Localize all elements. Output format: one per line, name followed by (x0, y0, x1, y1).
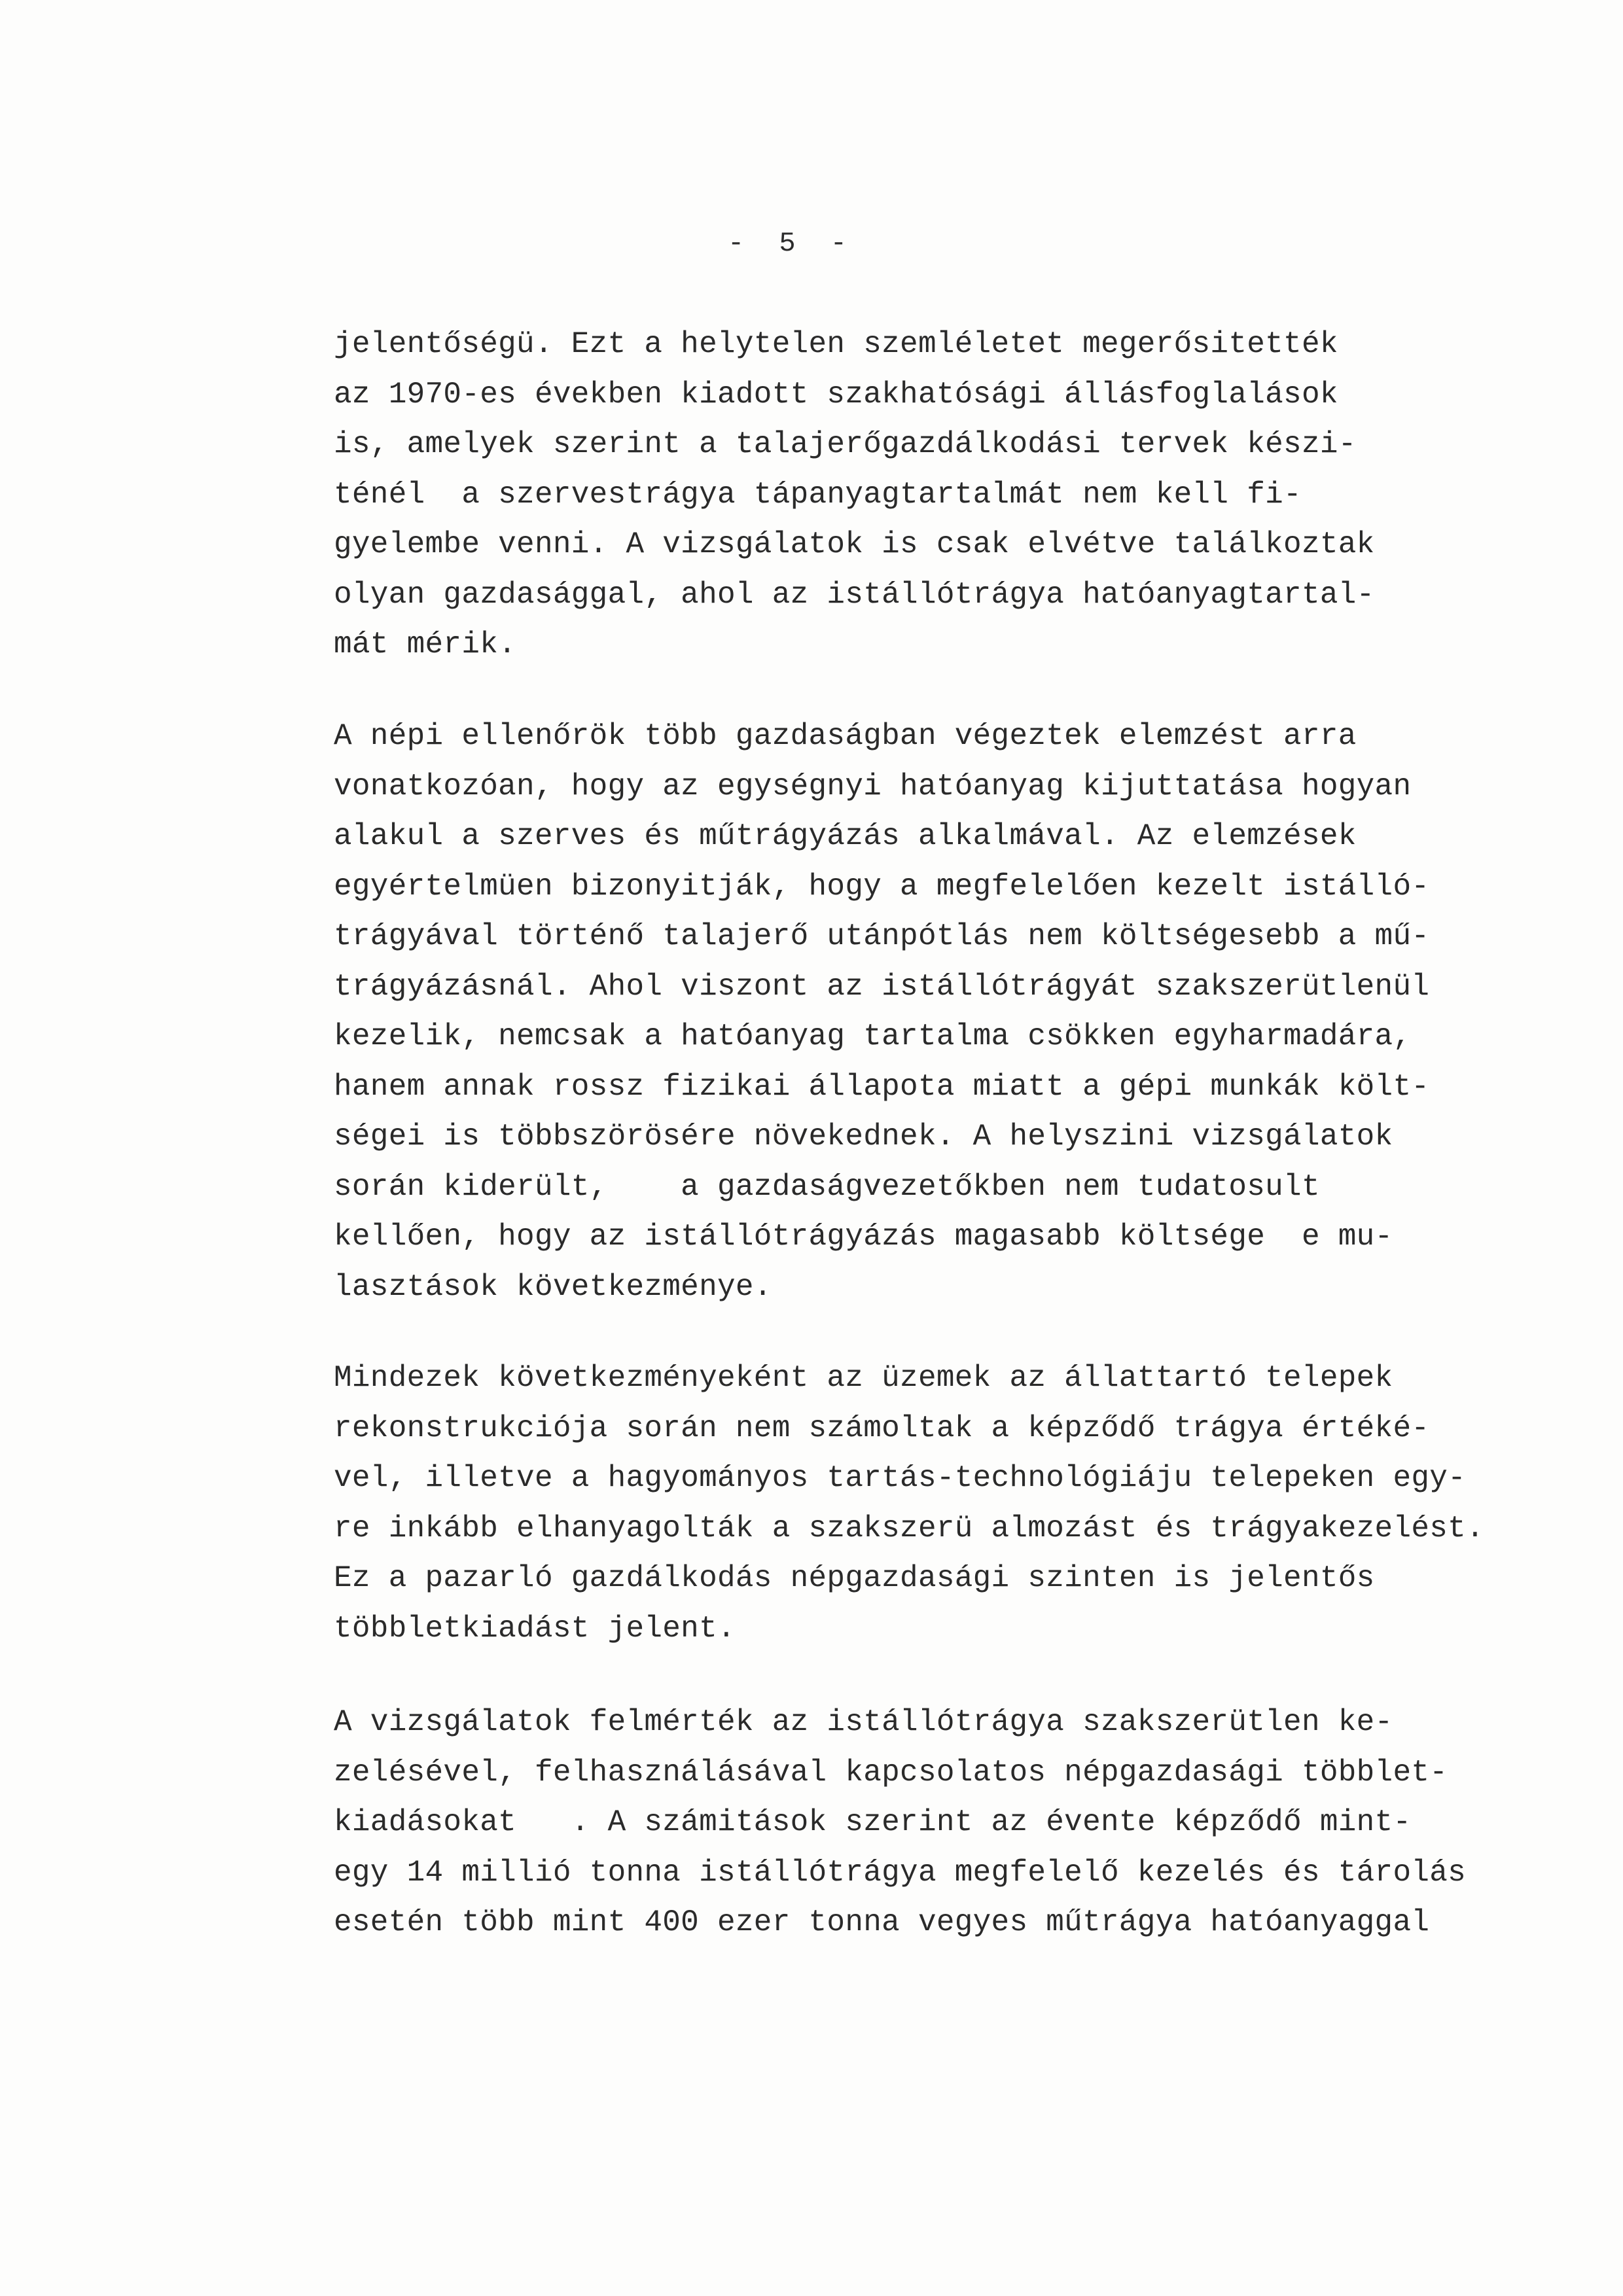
text-line: többletkiadást jelent. (334, 1611, 736, 1646)
text-line: gyelembe venni. A vizsgálatok is csak elvétve találkoztak (334, 527, 1375, 561)
text-line: zelésével, felhasználásával kapcsolatos népgazdasági többlet- (334, 1755, 1448, 1790)
text-line: trágyával történő talajerő utánpótlás nem költségesebb a mű- (334, 919, 1430, 953)
text-line: Mindezek következményeként az üzemek az állattartó telepek (334, 1361, 1393, 1395)
text-line: re inkább elhanyagolták a szakszerü almozást és trágyakezelést. (334, 1511, 1484, 1545)
text-line: vel, illetve a hagyományos tartás-technológiáju telepeken egy- (334, 1461, 1467, 1495)
text-line: esetén több mint 400 ezer tonna vegyes műtrágya hatóanyaggal (334, 1905, 1430, 1939)
paragraph-4 (334, 1697, 1466, 1948)
text-line: olyan gazdasággal, ahol az istállótrágya hatóanyagtartal- (334, 577, 1375, 612)
text-line: kiadásokat . A számitások szerint az évente képződő mint- (334, 1805, 1412, 1839)
text-line: alakul a szerves és műtrágyázás alkalmával. Az elemzések (334, 819, 1357, 853)
text-line: mát mérik. (334, 627, 517, 662)
text-line: kellően, hogy az istállótrágyázás magasabb költsége e mu- (334, 1220, 1393, 1254)
paragraph-3 (334, 1353, 1484, 1653)
paragraph-2 (334, 711, 1429, 1312)
page-number: - 5 - (727, 228, 857, 259)
text-line: A népi ellenőrök több gazdaságban végeztek elemzést arra (334, 719, 1357, 753)
text-line: kezelik, nemcsak a hatóanyag tartalma csökken egyharmadára, (334, 1019, 1412, 1053)
paragraph-1 (334, 319, 1375, 670)
text-line: Ez a pazarló gazdálkodás népgazdasági szinten is jelentős (334, 1561, 1375, 1595)
text-line: ténél a szervestrágya tápanyagtartalmát nem kell fi- (334, 477, 1302, 512)
text-line: hanem annak rossz fizikai állapota miatt a gépi munkák költ- (334, 1069, 1430, 1104)
text-line: vonatkozóan, hogy az egységnyi hatóanyag kijuttatása hogyan (334, 769, 1412, 804)
text-line: rekonstrukciója során nem számoltak a képződő trágya értéké- (334, 1411, 1430, 1445)
text-line: is, amelyek szerint a talajerőgazdálkodási tervek készi- (334, 427, 1357, 461)
text-line: lasztások következménye. (334, 1269, 772, 1304)
text-line: az 1970-es években kiadott szakhatósági állásfoglalások (334, 377, 1338, 412)
text-line: során kiderült, a gazdaságvezetőkben nem tudatosult (334, 1169, 1320, 1204)
text-line: egy 14 millió tonna istállótrágya megfelelő kezelés és tárolás (334, 1855, 1467, 1890)
text-line: jelentőségü. Ezt a helytelen szemléletet megerősitették (334, 327, 1338, 361)
text-line: egyértelmüen bizonyitják, hogy a megfelelően kezelt istálló- (334, 869, 1430, 904)
text-line: trágyázásnál. Ahol viszont az istállótrágyát szakszerütlenül (334, 969, 1430, 1004)
text-line: ségei is többszörösére növekednek. A helyszini vizsgálatok (334, 1120, 1393, 1154)
text-line: A vizsgálatok felmérték az istállótrágya szakszerütlen ke- (334, 1705, 1393, 1739)
